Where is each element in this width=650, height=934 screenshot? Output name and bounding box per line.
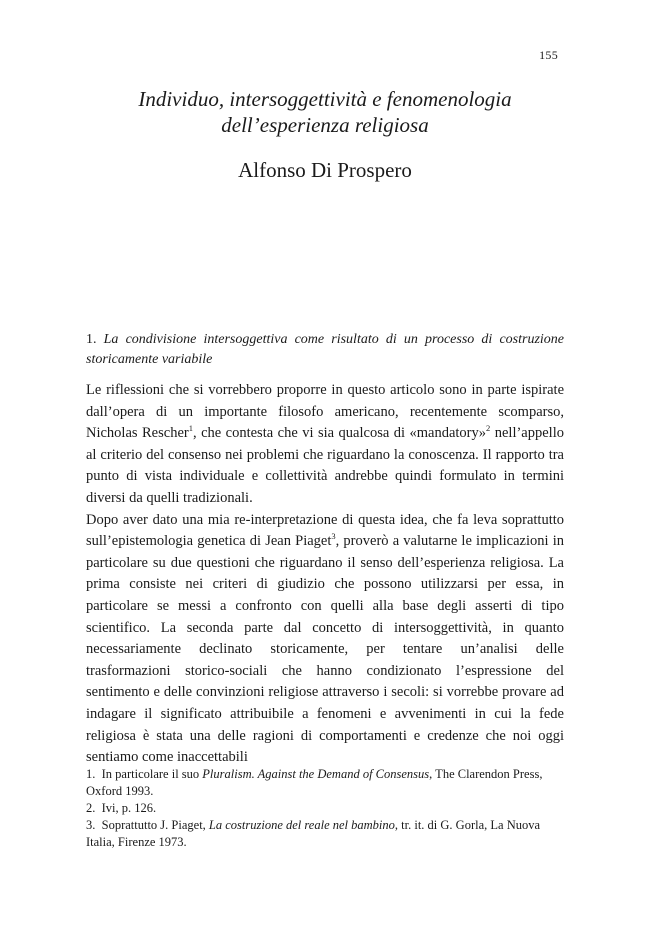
- footnote-ref-1[interactable]: 1: [188, 423, 193, 434]
- paragraph-2-text-b: , proverò a valutarne le implicazioni in particolare su due questioni che riguardano il senso dell’esperienza religiosa. La prima consiste nei criteri di giudizio che possono utilizzarsi per essa, in particolare se messi a confronto con quelli alla base degli asserti di tipo scientifico. La seconda parte dal concetto di intersoggettività, in quanto necessariamente declinato storicamente, per tentare un’analisi delle trasformazioni storico-sociali che hanno condizionato l’espressione del sentimento e delle convinzioni religiose attraverso i secoli: si vorrebbe provare ad indagare il significato attribuibile a fenomeni e avvenimenti in cui la fede religiosa è stata una delle ragioni di comportamenti e credenze che noi oggi sentiamo come inaccettabili: [86, 533, 564, 766]
- article-title-line-1: Individuo, intersoggettività e fenomenologia: [138, 87, 512, 111]
- paragraph-1: [86, 380, 564, 510]
- section-title: La condivisione intersoggettiva come risultato di un processo di costruzione storicamente variabile: [86, 332, 565, 367]
- footnote-text: In particolare il suo: [101, 767, 203, 781]
- footnote-1: [86, 766, 564, 800]
- paragraph-2: [86, 510, 564, 769]
- author-name: Alfonso Di Prospero: [238, 158, 412, 182]
- footnote-text: Soprattutto J. Piaget,: [101, 818, 209, 832]
- footnote-text: Ivi, p. 126.: [101, 801, 157, 815]
- paragraph-1-text-b: , che contesta che vi sia qualcosa di «mandatory»: [192, 425, 487, 442]
- article-title: [86, 86, 564, 138]
- footnote-2: [86, 800, 564, 817]
- footnote-number: 2.: [86, 801, 96, 815]
- section-number: 1.: [86, 332, 97, 347]
- footnote-work-title: La costruzione del reale nel bambino: [208, 818, 395, 832]
- footnote-text: , The Clarendon Press, Oxford 1993.: [86, 767, 543, 798]
- section-heading: [86, 330, 564, 370]
- article-title-line-2: dell’esperienza religiosa: [221, 113, 429, 137]
- footnote-ref-3[interactable]: 3: [331, 531, 336, 542]
- footnote-ref-2[interactable]: 2: [486, 423, 491, 434]
- footnote-number: 3.: [86, 818, 96, 832]
- footnote-number: 1.: [86, 767, 96, 781]
- footnote-text: , tr. it. di G. Gorla, La Nuova Italia, Firenze 1973.: [86, 818, 541, 849]
- body-text: [86, 380, 564, 769]
- footnote-work-title: Pluralism. Against the Demand of Consensus: [202, 767, 430, 781]
- footnotes: [86, 766, 564, 851]
- paragraph-1-text-c: nell’appello al criterio del consenso nei problemi che riguardano la conoscenza. Il rapporto tra punto di vista individuale e collettività andrebbe quindi formulato in termini diversi da quelli tradizionali.: [86, 425, 564, 506]
- paragraph-1-text-a: Le riflessioni che si vorrebbero proporre in questo articolo sono in parte ispirate dall’opera di un importante filosofo americano, recentemente scomparso, Nicholas Rescher: [86, 382, 564, 442]
- footnote-3: [86, 817, 564, 851]
- page-number: 155: [539, 48, 558, 62]
- paragraph-2-text-a: Dopo aver dato una mia re-interpretazione di questa idea, che fa leva soprattutto sull’epistemologia genetica di Jean Piaget: [86, 511, 564, 550]
